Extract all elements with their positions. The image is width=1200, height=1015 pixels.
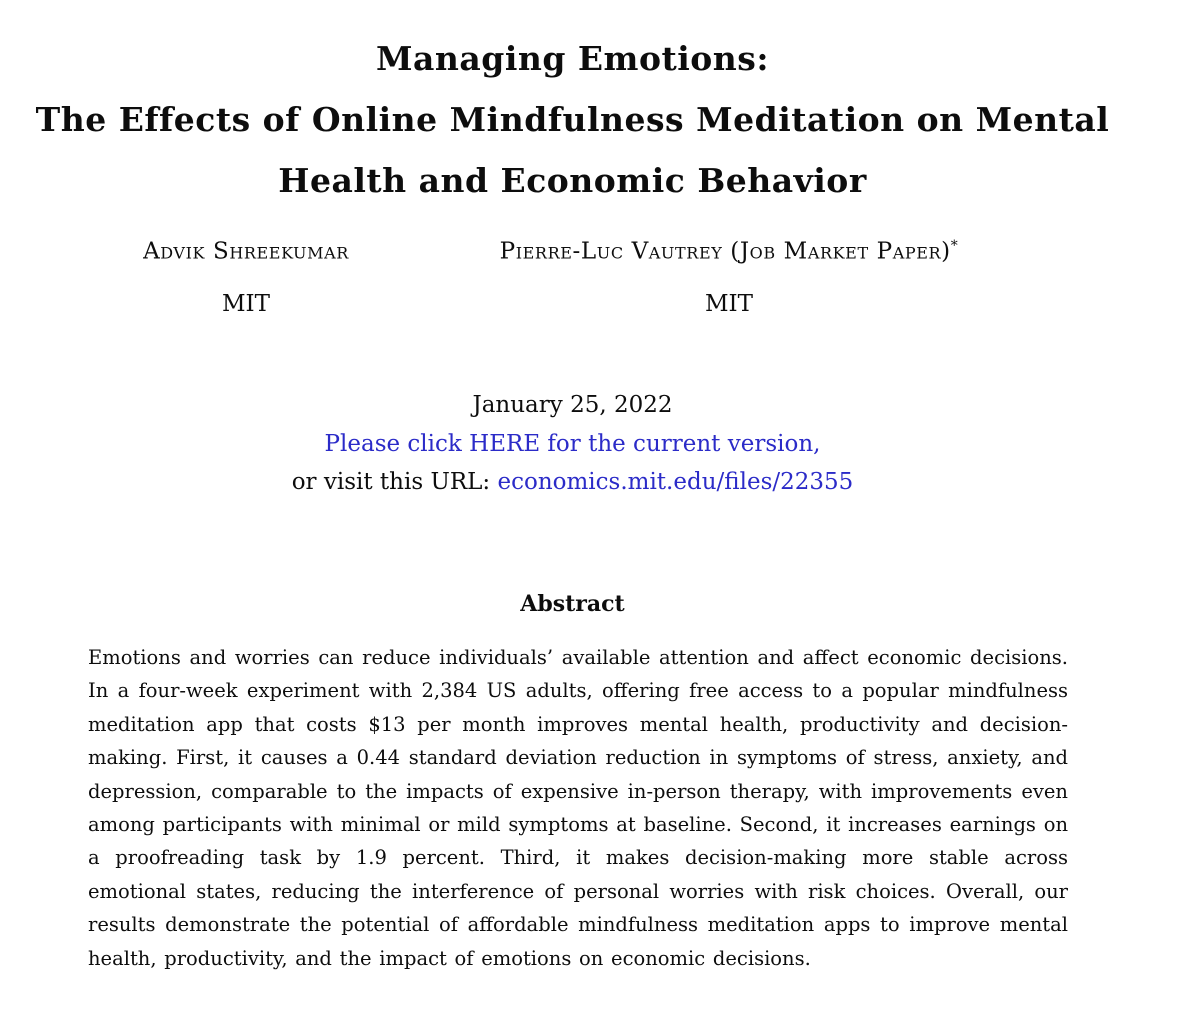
- paper-title-line-2: The Effects of Online Mindfulness Meditation on Mental: [35, 100, 1110, 139]
- current-version-link[interactable]: Please click HERE for the current version,: [324, 430, 821, 457]
- date-and-links-block: [0, 386, 1145, 502]
- url-prefix-text: or visit this URL:: [291, 469, 498, 495]
- current-version-line: [0, 425, 1145, 464]
- author-block-2: [438, 238, 1020, 317]
- abstract-text: Emotions and worries can reduce individuals’ available attention and affect economic decisions. In a four-week experiment with 2,384 US adults, offering free access to a popular mindfulness meditation app that costs $13 per month improves mental health, productivity and decision-making. First, it causes a 0.44 standard deviation reduction in symptoms of stress, anxiety, and depression, comparable to the impacts of expensive in-person therapy, with improvements even among participants with minimal or mild symptoms at baseline. Second, it increases earnings on a proofreading task by 1.9 percent. Third, it makes decision-making more stable across emotional states, reducing the interference of personal worries with risk choices. Overall, our results demonstrate the potential of affordable mindfulness meditation apps to improve mental health, productivity, and the impact of emotions on economic decisions.: [88, 646, 1068, 970]
- abstract-heading: Abstract: [520, 591, 625, 617]
- paper-date: January 25, 2022: [472, 392, 673, 418]
- paper-title-line-3: Health and Economic Behavior: [278, 161, 867, 200]
- paper-url-link[interactable]: economics.mit.edu/files/22355: [497, 469, 854, 495]
- author-block-1: [100, 238, 392, 317]
- url-line: [0, 463, 1145, 502]
- paper-title: [0, 28, 1145, 211]
- author-affiliation-1: MIT: [222, 290, 270, 317]
- author-name-1-text: Advik Shreekumar: [143, 238, 349, 265]
- paper-title-line-1: Managing Emotions:: [375, 39, 770, 78]
- author-name-2-text: Pierre-Luc Vautrey (Job Market Paper): [499, 238, 951, 265]
- author-affiliation-2: MIT: [705, 290, 753, 317]
- author-name-1: [100, 238, 392, 265]
- author-2-footnote-asterisk: *: [950, 238, 959, 254]
- author-name-2: [438, 238, 1020, 265]
